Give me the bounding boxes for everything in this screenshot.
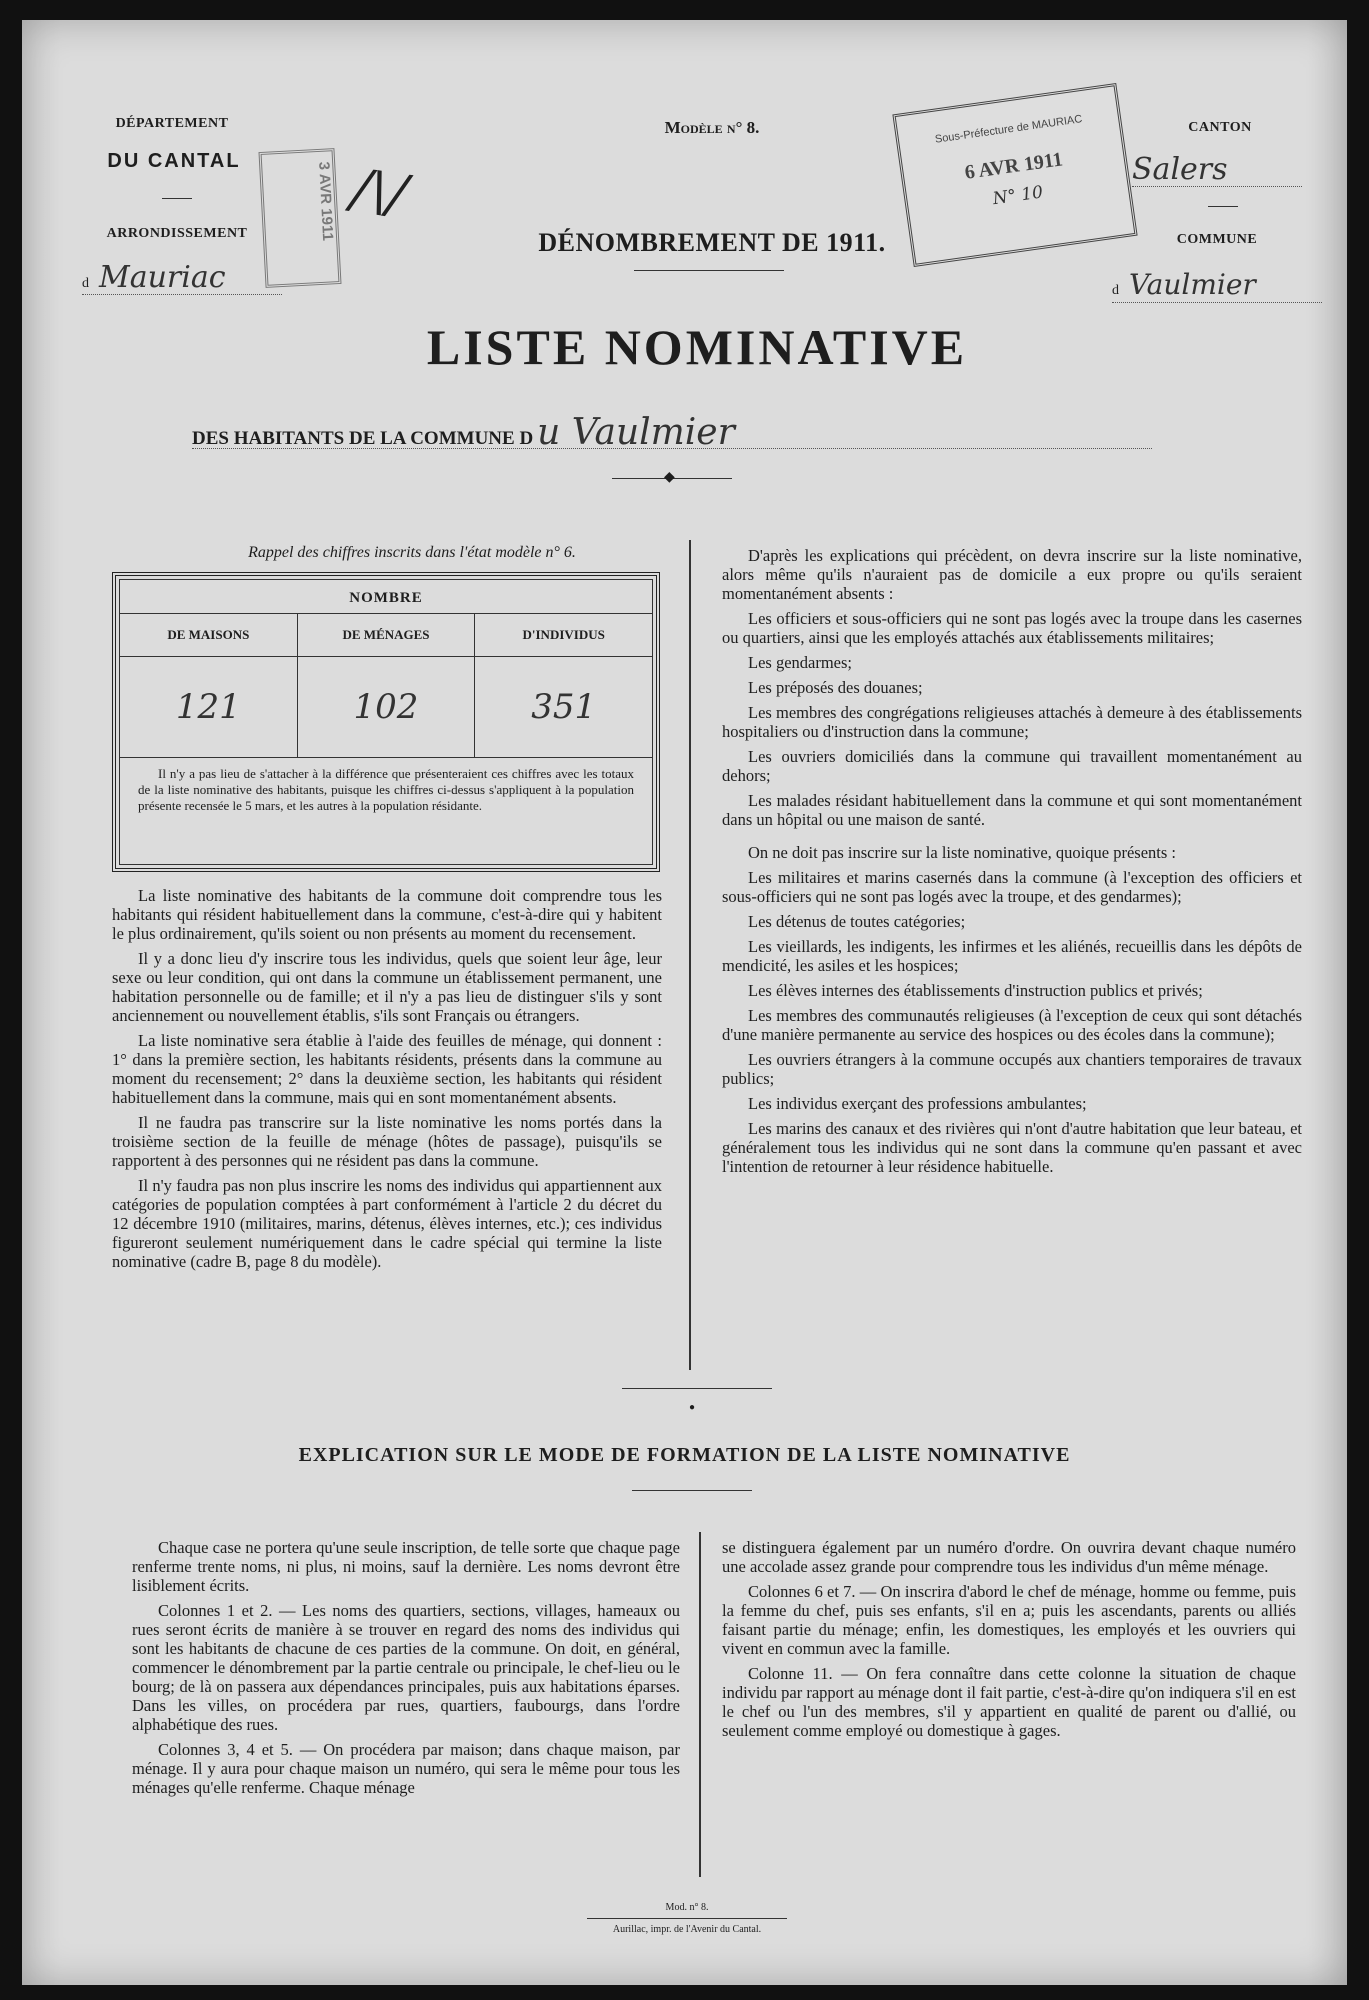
explication-title: EXPLICATION SUR LE MODE DE FORMATION DE LA LISTE NOMINATIVE [298,1444,1071,1466]
canton-value: Salers [1132,152,1228,187]
right-exclure-item: Les marins des canaux et des rivières qui n'ont d'autre habitation que leur bateau, et généralement tous les individus qui ne sont dans la commune qu'en passant et avec l'intention de retourner à leur résidence habituelle. [722,1119,1302,1176]
left-paragraph: Il ne faudra pas transcrire sur la liste nominative les noms portés dans la troisième section de la feuille de ménage (hôtes de passage), puisqu'ils se rapportent à des personnes qui ne résident pas dans la commune. [112,1113,662,1170]
date-stamp-left [258,148,341,288]
census-form-page [22,20,1347,1985]
right-exclure-item: Les individus exerçant des professions ambulantes; [748,1094,1087,1113]
column-divider-lower [699,1532,701,1877]
canton-label: CANTON [1188,120,1252,135]
rappel-header-row [120,614,652,657]
rappel-caption: Rappel des chiffres inscrits dans l'état modèle n° 6. [248,544,576,561]
title-underline [634,270,784,271]
right-intro: D'après les explications qui précèdent, on devra inscrire sur la liste nominative, alors même qu'ils n'auraient pas de domicile a eux propre ou qu'ils seraient momentanément absents : [722,546,1302,603]
explication-paragraph: Colonne 11. — On fera connaître dans cette colonne la situation de chaque individu par rapport au ménage dont il fait partie, c'est-à-dire qu'on indiquera s'il en est le chef ou l'un des membres, s'il y appartient en qualité de parent ou d'allié, ou seulement comme employé ou domestique à gages. [722,1664,1296,1740]
arrondissement-field [82,260,282,295]
rappel-col-individus: D'INDIVIDUS [522,627,605,642]
explication-left-column [132,1538,680,1803]
prefecture-stamp-number: N° 10 [991,182,1045,210]
ornament-icon: ◆ [664,470,675,485]
date-stamp-left-text: 3 AVR 1911 [315,161,337,242]
commune-value: Vaulmier [1129,268,1256,301]
left-paragraph: La liste nominative des habitants de la commune doit comprendre tous les habitants qui résident habituellement dans la commune, c'est-à-dire qui y habitent le plus ordinairement, qu'ils soient ou non présents au moment du recensement. [112,886,662,943]
separator-dot: ● [689,1402,696,1413]
explication-paragraph: Chaque case ne portera qu'une seule inscription, de telle sorte que chaque page renferme trente noms, ni plus, ni moins, sauf la dernière. Les noms devront être lisiblement écrits. [132,1538,680,1595]
header-left-divider [162,198,192,199]
explication-paragraph: Colonnes 6 et 7. — On inscrira d'abord le chef de ménage, homme ou femme, puis la femme du chef, puis ses enfants, s'il en a; puis les ascendants, parents ou alliés faisant partie du ménage; enfin, les domestiques, les employés et les ouvriers qui vivent en commun avec la famille. [722,1582,1296,1658]
right-exclure-item: Les détenus de toutes catégories; [748,912,966,931]
prefecture-stamp-date: 6 AVR 1911 [963,148,1065,184]
left-paragraph: Il y a donc lieu d'y inscrire tous les individus, quels que soient leur âge, leur sexe ou leur condition, qui ont dans la commune un établissement permanent, une habitation personnelle ou de famille; et il n'y a pas lieu de distinguer s'ils y sont anciennement ou nouvellement établis, s'ils sont Français ou étrangers. [112,949,662,1025]
arrondissement-value: Mauriac [99,260,226,295]
footer-mod: Mod. n° 8. [665,1902,709,1913]
footer-rule [587,1918,787,1919]
right-inscrire-item: Les officiers et sous-officiers qui ne sont pas logés avec la troupe dans les casernes ou quartiers, ainsi que les employés attachés aux établissements militaires; [722,609,1302,647]
handwritten-mark: /\/ [347,156,411,227]
right-exclure-item: Les membres des communautés religieuses (à l'exception de ceux qui sont détachés d'une manière permanente au service des hospices ou des écoles dans la commune); [722,1006,1302,1044]
header-right-divider [1208,206,1238,207]
right-exclure-item: Les ouvriers étrangers à la commune occupés aux chantiers temporaires de travaux publics; [722,1050,1302,1088]
left-text-column [112,886,662,1277]
subtitle-commune: u Vaulmier [537,412,735,453]
right-intro-2: On ne doit pas inscrire sur la liste nominative, quoique présents : [748,843,1176,862]
rappel-value-maisons: 121 [120,657,298,757]
rappel-col-menages: DE MÉNAGES [298,614,476,656]
subtitle-prefix: DES HABITANTS DE LA COMMUNE D [192,428,534,449]
commune-field [1112,268,1322,303]
column-divider-upper [689,540,691,1370]
rappel-col-maisons: DE MAISONS [120,614,298,656]
header-title: DÉNOMBREMENT DE 1911. [538,228,886,257]
rappel-nombre-label: NOMBRE [120,580,652,614]
explication-paragraph: Colonnes 3, 4 et 5. — On procédera par maison; dans chaque maison, par ménage. Il y aura pour chaque maison un numéro, qui sera le même pour tous les ménages qu'elle renferme. Chaque ménage [132,1740,680,1797]
right-inscrire-item: Les ouvriers domiciliés dans la commune qui travaillent momentanément au dehors; [722,747,1302,785]
rappel-table [119,579,653,865]
commune-prefix: d [1112,283,1119,298]
left-paragraph: La liste nominative sera établie à l'aide des feuilles de ménage, qui donnent : 1° dans la première section, les habitants résidents, présents dans la commune au moment du recensement; 2° dans la deuxième section, les habitants qui résident habituellement dans la commune, mais qui en sont momentanément absents. [112,1031,662,1107]
explication-underline [632,1490,752,1491]
main-title: LISTE NOMINATIVE [426,319,968,375]
commune-label: COMMUNE [1176,232,1258,247]
canton-field [1132,152,1302,187]
rappel-values-row [120,657,652,758]
right-text-column [722,546,1302,1182]
explication-paragraph: se distinguera également par un numéro d'ordre. On ouvrira devant chaque numéro une accolade assez grande pour comprendre tous les individus d'un même ménage. [722,1538,1296,1576]
prefecture-stamp-title: Sous-Préfecture de MAURIAC [934,113,1083,146]
right-inscrire-item: Les gendarmes; [748,653,853,672]
prefecture-stamp [892,83,1137,267]
arrondissement-label: ARRONDISSEMENT [106,226,248,241]
right-inscrire-item: Les malades résidant habituellement dans la commune et qui sont momentanément dans un hôpital ou une maison de santé. [722,791,1302,829]
right-inscrire-item: Les membres des congrégations religieuses attachés à demeure à des établissements hospitaliers ou d'instruction dans la commune; [722,703,1302,741]
explication-right-column [722,1538,1296,1746]
departement-label: DÉPARTEMENT [115,116,229,131]
rappel-value-individus: 351 [531,687,597,727]
modele-label: Modèle n° 8. [664,118,760,137]
departement-value: DU CANTAL [107,150,241,172]
right-exclure-item: Les élèves internes des établissements d'instruction publics et privés; [748,981,1203,1000]
right-exclure-item: Les militaires et marins casernés dans la commune (à l'exception des officiers et sous-officiers qui ne sont pas logés avec la troupe, et des gendarmes); [722,868,1302,906]
arrondissement-prefix: d [82,276,89,291]
explication-paragraph: Colonnes 1 et 2. — Les noms des quartiers, sections, villages, hameaux ou rues seront écrits de manière à se trouver en regard des noms des individus qui sont les habitants de chacune de ces parties de la commune. On doit, en général, commencer le dénombrement par la partie centrale ou principale, le chef-lieu ou le bourg; de là on passera aux dépendances principales, puis aux habitations éparses. Dans les villes, on procédera par rues, quartiers, faubourgs, dans l'ordre alphabétique des rues. [132,1601,680,1734]
left-paragraph: Il n'y faudra pas non plus inscrire les noms des individus qui appartiennent aux catégories de population comptées à part conformément à l'article 2 du décret du 12 décembre 1910 (militaires, marins, détenus, élèves internes, etc.); ces individus figureront seulement numériquement dans le cadre spécial qui termine la liste nominative (cadre B, page 8 du modèle). [112,1176,662,1271]
right-exclure-item: Les vieillards, les indigents, les infirmes et les aliénés, recueillis dans les dépôts de mendicité, les asiles et les hospices; [722,937,1302,975]
subtitle-line [192,412,1152,453]
rappel-box [112,572,660,872]
rappel-note: Il n'y a pas lieu de s'attacher à la différence que présenteraient ces chiffres avec les totaux de la liste nominative des habitants, puisque les chiffres ci-dessus s'appliquent à la population présente recensée le 5 mars, et les autres à la population résidante. [138,766,634,813]
right-inscrire-item: Les préposés des douanes; [748,678,923,697]
footer-printer: Aurillac, impr. de l'Avenir du Cantal. [612,1924,762,1935]
section-separator [622,1388,772,1389]
rappel-value-menages: 102 [298,657,476,757]
